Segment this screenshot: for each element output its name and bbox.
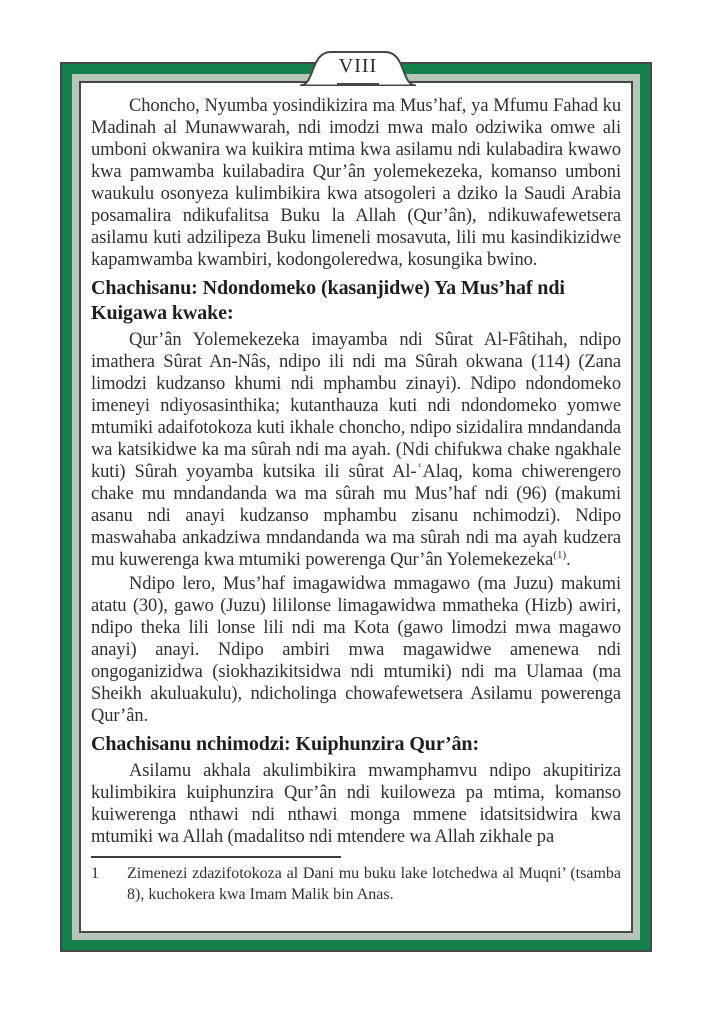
footnote [91, 864, 621, 905]
footnote-divider [91, 856, 341, 858]
paragraph-text: Qur’ân Yolemekezeka imayamba ndi Sûrat Al-Fâtihah, ndipo imathera Sûrat An-Nâs, ndipo ili ndi ma Sûrah okwana (114) (Zana limodzi kudzanso khumi ndi mphambu zinayi). Ndipo ndondomeko imeneyi ndiyosasinthika; kutanthauza kuti ndi ndondomeko yomwe mtumiki adaifotokoza kuti ikhale choncho, ndipo sizidalira mndandanda wa katsikidwe ka ma sûrah ndi ma ayah. (Ndi chifukwa chake ngakhale kuti) Sûrah yoyamba kutsika ili sûrat Al-ʿAlaq, koma chiwerengero chake mu mndandanda wa ma sûrah mu Mus’haf ndi (96) (makumi asanu ndi anayi kudzanso mphambu zisanu nchimodzi). Ndipo maswahaba ankadziwa mndandanda wa ma sûrah ndi ma ayah kudzera mu kuwerenga kwa mtumiki powerenga Qur’ân Yolemekezeka [91, 330, 621, 570]
paragraph-printing-complex: Choncho, Nyumba yosindikizira ma Mus’haf, ya Mfumu Fahad ku Madinah al Munawwarah, ndi imodzi mwa malo odziwika omwe ali umboni okwanira wa kuikira mtima kwa asilamu ndi kulabadira kwawo kwa pamwamba kuilabadira Qur’ân yolemekezeka, komanso umboni waukulu osonyeza kulimbikira kwa atsogoleri a dziko la Saudi Arabia posamalira ndikufalitsa Buku la Allah (Qur’ân), ndikuwafewetsera asilamu kuti adzilipeza Buku limeneli mosavuta, lili mu kasindikizidwe kapamwamba kwambiri, kodongoleredwa, kosungika bwino. [91, 96, 621, 270]
footnote-reference: (1) [553, 548, 567, 561]
page-number: VIII [338, 55, 378, 77]
page-number-tab [299, 48, 417, 86]
paragraph-juzu-division: Ndipo lero, Mus’haf imagawidwa mmagawo (ma Juzu) makumi atatu (30), gawo (Juzu) lililonse limagawidwa mmatheka (Hizb) awiri, ndipo theka lili lonse lili ndi ma Kota (gawo limodzi mwa magawo anayi) anayi. Ndipo ambiri mwa magawidwe amenewa ndi ongoganizidwa (siokhazikitsidwa ndi mtumiki) ndi ma Ulamaa (ma Sheikh akuluakulu), ndicholinga chowafewetsera Asilamu powerenga Qur’ân. [91, 574, 621, 726]
paragraph-text-end: . [566, 550, 571, 570]
page-frame-outer-line [60, 62, 652, 952]
section-heading-learning-quran: Chachisanu nchimodzi: Kuiphunzira Qur’ân: [91, 733, 480, 755]
page-frame-green-band [62, 64, 650, 950]
section-heading-mushaf-order: Chachisanu: Ndondomeko (kasanjidwe) Ya Mus’haf ndi Kuigawa kwake: [91, 277, 565, 324]
paragraph-surah-order [91, 329, 621, 571]
page-content [81, 83, 631, 931]
page-frame-sage-band [72, 74, 640, 940]
page-frame-inner-line [79, 81, 633, 933]
paragraph-learning-quran: Asilamu akhala akulimbikira mwamphamvu ndipo akupitiriza kulimbikira kuiphunzira Qur’ân ndi kuiloweza pa mtima, komanso kuiwerenga nthawi ndi nthawi monga mmene idatsitsidwira kwa mtumiki wa Allah (madalitso ndi mtendere wa Allah zikhale pa [91, 761, 621, 847]
footnote-text: Zimenezi zdazifotokoza al Dani mu buku lake lotchedwa al Muqni’ (tsamba 8), kuchokera kwa Imam Malik bin Anas. [127, 865, 621, 903]
footnote-block [91, 856, 621, 905]
footnote-marker: 1 [91, 865, 99, 882]
